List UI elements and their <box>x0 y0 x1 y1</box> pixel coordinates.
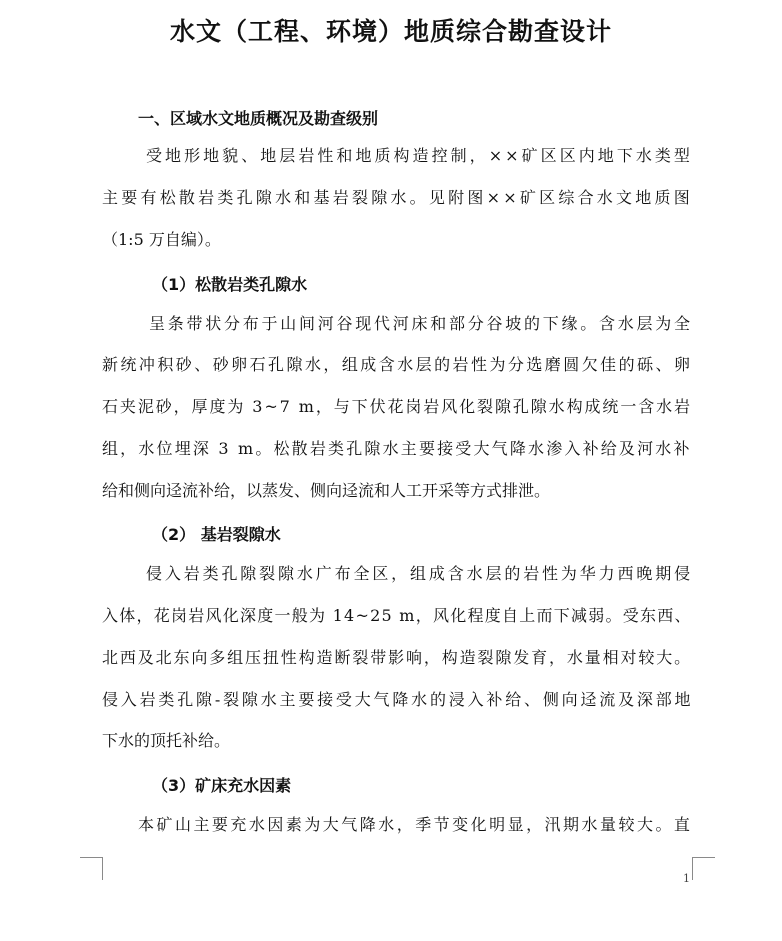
paragraph-2-line-2: 新统冲积砂、砂卵石孔隙水，组成含水层的岩性为分选磨圆欠佳的砾、卵 <box>102 355 693 374</box>
subheading-1: （1）松散岩类孔隙水 <box>152 275 308 294</box>
paragraph-3-line-3: 北西及北东向多组压扭性构造断裂带影响，构造裂隙发育，水量相对较大。 <box>102 648 693 667</box>
paragraph-1-line-1: 受地形地貌、地层岩性和地质构造控制，××矿区区内地下水类型 <box>146 146 693 165</box>
paragraph-2-line-5: 给和侧向迳流补给，以蒸发、侧向迳流和人工开采等方式排泄。 <box>102 481 551 500</box>
page-number: 1 <box>683 872 690 885</box>
crop-mark-right <box>692 857 715 880</box>
crop-mark-left <box>80 857 103 880</box>
document-title: 水文（工程、环境）地质综合勘查设计 <box>169 17 612 46</box>
paragraph-2-line-3: 石夹泥砂，厚度为 3~7 m，与下伏花岗岩风化裂隙孔隙水构成统一含水岩 <box>102 397 692 416</box>
paragraph-3-line-2: 入体，花岗岩风化深度一般为 14~25 m，风化程度自上而下减弱。受东西、 <box>102 606 692 625</box>
paragraph-4-line-1: 本矿山主要充水因素为大气降水，季节变化明显，汛期水量较大。直 <box>138 815 693 834</box>
paragraph-3-line-1: 侵入岩类孔隙裂隙水广布全区，组成含水层的岩性为华力西晚期侵 <box>146 564 693 583</box>
paragraph-2-line-1: 呈条带状分布于山间河谷现代河床和部分谷坡的下缘。含水层为全 <box>149 314 693 333</box>
paragraph-3-line-5: 下水的顶托补给。 <box>102 731 231 750</box>
subheading-3: （3）矿床充水因素 <box>152 776 292 795</box>
paragraph-1-line-3: （1:5 万自编）。 <box>102 230 221 249</box>
paragraph-3-line-4: 侵入岩类孔隙-裂隙水主要接受大气降水的浸入补给、侧向迳流及深部地 <box>102 690 694 709</box>
section-heading-1: 一、区域水文地质概况及勘查级别 <box>138 109 379 128</box>
paragraph-2-line-4: 组，水位埋深 3 m。松散岩类孔隙水主要接受大气降水渗入补给及河水补 <box>102 439 692 458</box>
paragraph-1-line-2: 主要有松散岩类孔隙水和基岩裂隙水。见附图××矿区综合水文地质图 <box>102 188 693 207</box>
subheading-2: （2） 基岩裂隙水 <box>152 525 281 544</box>
